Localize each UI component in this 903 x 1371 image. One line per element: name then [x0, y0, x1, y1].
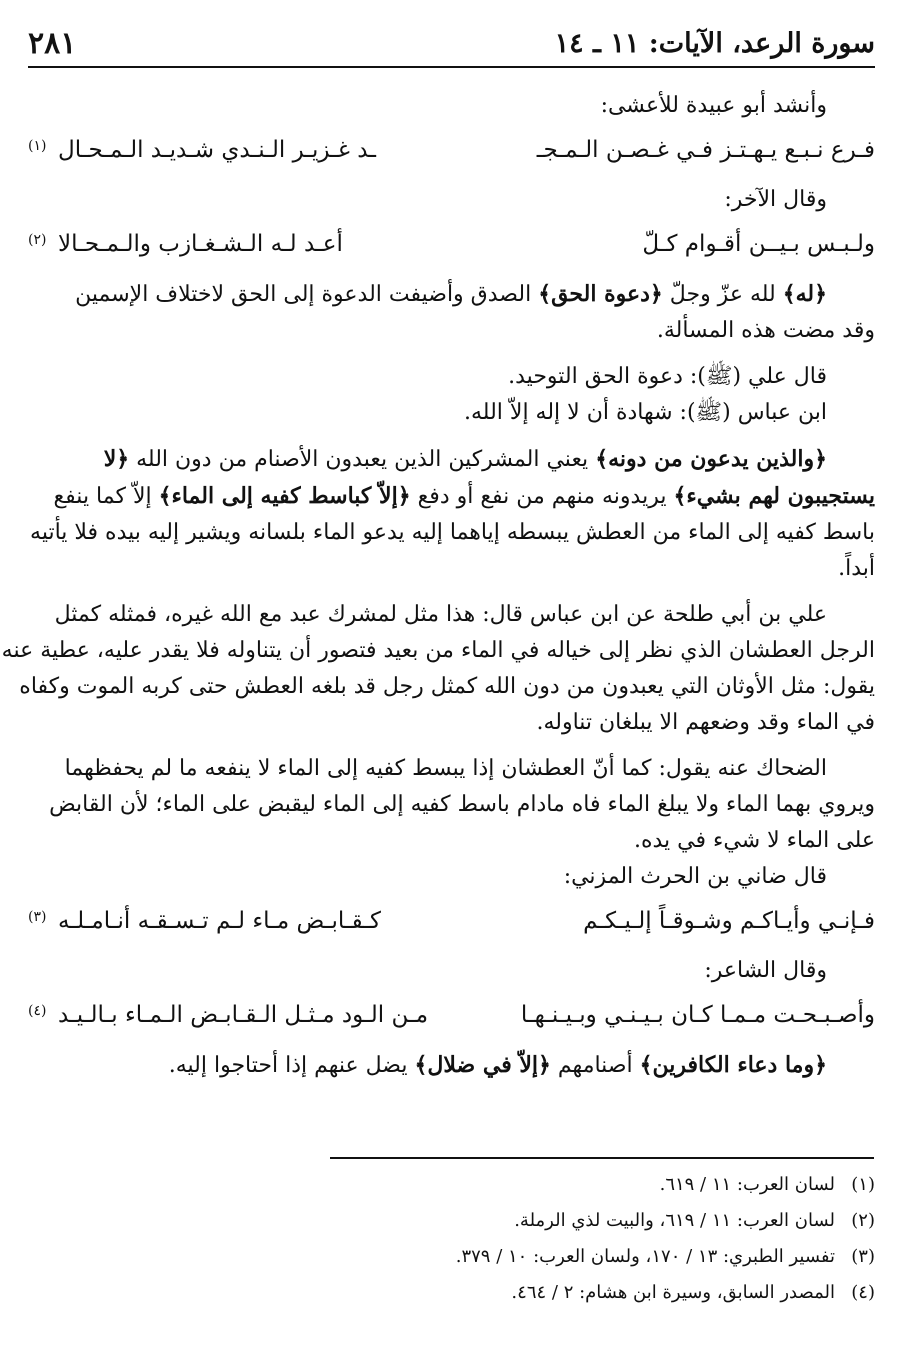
- text-line: ابن عباس (ﷺ): شهادة أن لا إله إلاّ الله.: [464, 400, 827, 425]
- text-line: على الماء لا شيء في يده.: [633, 828, 875, 853]
- header-rule: [28, 66, 875, 68]
- footnotes: [28, 1167, 875, 1311]
- footnote: [28, 1275, 875, 1311]
- text-span: إلاّ كما ينفع: [53, 484, 159, 509]
- footnote-text: المصدر السابق، وسيرة ابن هشام: ٢ / ٤٦٤.: [511, 1282, 835, 1303]
- verse-hemistich: فـرع نـبـع يـهـتـز فـي غـصـن الـمـجـ: [536, 137, 875, 163]
- text-line: قال ضاني بن الحرث المزني:: [563, 864, 827, 889]
- quran-quote: ﴿دعوة الحق﴾: [538, 281, 663, 307]
- quran-quote: ﴿والذين يدعون من دونه﴾: [595, 446, 827, 472]
- text-span: أصنامهم: [550, 1053, 640, 1078]
- body-text: [1, 88, 875, 1084]
- text-line: [28, 478, 875, 515]
- text-span: لله عزّ وجلّ: [662, 282, 783, 307]
- footnote: [28, 1239, 875, 1275]
- footnote-text: لسان العرب: ١١ / ٦١٩، والبيت لذي الرملة.: [514, 1210, 835, 1231]
- verse-hemistich: ـد غـزيـر الـنـدي شـديـد الـمـحـال: [58, 137, 377, 163]
- footnote: [28, 1167, 875, 1203]
- footnote-rule: [330, 1157, 874, 1159]
- verse-hemistich: مـن الـود مـثـل الـقـابـض الـمـاء بـالـيـد: [58, 1002, 429, 1028]
- footnote-number: (١): [851, 1174, 875, 1195]
- quran-quote: ﴿له﴾: [782, 281, 827, 307]
- text-line: الضحاك عنه يقول: كما أنّ العطشان إذا يبسط كفيه إلى الماء لا ينفعه ما لم يحفظهما: [64, 756, 827, 781]
- text-line: وقال الآخر:: [724, 187, 827, 212]
- text-line: [28, 441, 875, 478]
- footnote-text: لسان العرب: ١١ / ٦١٩.: [659, 1174, 835, 1195]
- header-title: سورة الرعد، الآيات: ١١ ـ ١٤: [554, 28, 875, 59]
- footnote-ref: (٢): [28, 232, 47, 248]
- text-line: [28, 1047, 875, 1084]
- text-line: الرجل العطشان الذي نظر إلى خياله في الماء من بعيد فتصور أن يتناوله فلا يقدر عليه، عطية عنه: [1, 638, 875, 663]
- verse-hemistich: فـإنـي وأيـاكـم وشـوقـاً إلـيـكـم: [583, 908, 875, 934]
- page-number: ٢٨١: [28, 26, 77, 61]
- text-line: وقد مضت هذه المسألة.: [656, 318, 875, 343]
- verse-hemistich: كـقـابـض مـاء لـم تـسـقـه أنـامـلـه: [58, 908, 381, 934]
- text-line: ويروي بهما الماء ولا يبلغ الماء فاه مادام باسط كفيه إلى الماء ليقبض على الماء؛ لأن القابض: [49, 792, 875, 817]
- footnote-number: (٤): [851, 1282, 875, 1303]
- footnote-number: (٢): [851, 1210, 875, 1231]
- verse: [28, 222, 875, 272]
- footnote-ref: (١): [28, 138, 47, 154]
- quran-quote: يستجيبون لهم بشيء﴾: [673, 483, 875, 509]
- text-line: باسط كفيه إلى الماء من العطش يبسطه إياهما إليه يدعو الماء بلسانه ويشير إليه بيده فلا يأتيه: [30, 520, 875, 545]
- verse: [28, 899, 875, 949]
- verse-hemistich: وأصـبـحـت مـمـا كـان بـيـنـي وبـيـنـهـا: [520, 1002, 875, 1028]
- footnote-ref: (٤): [28, 1003, 47, 1019]
- text-span: يضل عنهم إذا أحتاجوا إليه.: [168, 1053, 415, 1078]
- quran-quote: ﴿إلاّ في ضلال﴾: [414, 1052, 551, 1078]
- quran-quote: ﴿وما دعاء الكافرين﴾: [639, 1052, 827, 1078]
- verse: [28, 128, 875, 178]
- text-line: وقال الشاعر:: [704, 958, 827, 983]
- text-span: يعني المشركين الذين يعبدون الأصنام من دون الله: [129, 447, 596, 472]
- footnote-text: تفسير الطبري: ١٣ / ١٧٠، ولسان العرب: ١٠ / ٣٧٩.: [455, 1246, 835, 1267]
- text-line: يقول: مثل الأوثان التي يعبدون من دون الله كمثل رجل قد بلغه العطش حتى كربه الموت وكفاه: [19, 674, 875, 699]
- text-line: أبداً.: [838, 556, 875, 581]
- text-span: يريدونه منهم من نفع أو دفع: [410, 484, 674, 509]
- footnote-number: (٣): [851, 1246, 875, 1267]
- verse-hemistich: ولـبـس بـيــن أقـوام كـلّ: [642, 231, 875, 257]
- text-line: قال علي (ﷺ): دعوة الحق التوحيد.: [508, 364, 827, 389]
- quran-quote: ﴿لا: [103, 446, 130, 472]
- footnote-ref: (٣): [28, 909, 47, 925]
- verse-hemistich: أعـد لـه الـشـغـازب والـمـحـالا: [58, 231, 343, 257]
- quran-quote: ﴿إلاّ كباسط كفيه إلى الماء﴾: [158, 483, 411, 509]
- verse: [28, 993, 875, 1043]
- footnote: [28, 1203, 875, 1239]
- text-line: في الماء وقد وضعهم الا يبلغان تناوله.: [536, 710, 875, 735]
- text-span: الصدق وأضيفت الدعوة إلى الحق لاختلاف الإسمين: [75, 282, 539, 307]
- text-line: علي بن أبي طلحة عن ابن عباس قال: هذا مثل لمشرك عبد مع الله غيره، فمثله كمثل: [54, 602, 827, 627]
- text-line: وأنشد أبو عبيدة للأعشى:: [600, 93, 827, 118]
- text-line: [28, 276, 875, 313]
- running-header: [28, 26, 875, 66]
